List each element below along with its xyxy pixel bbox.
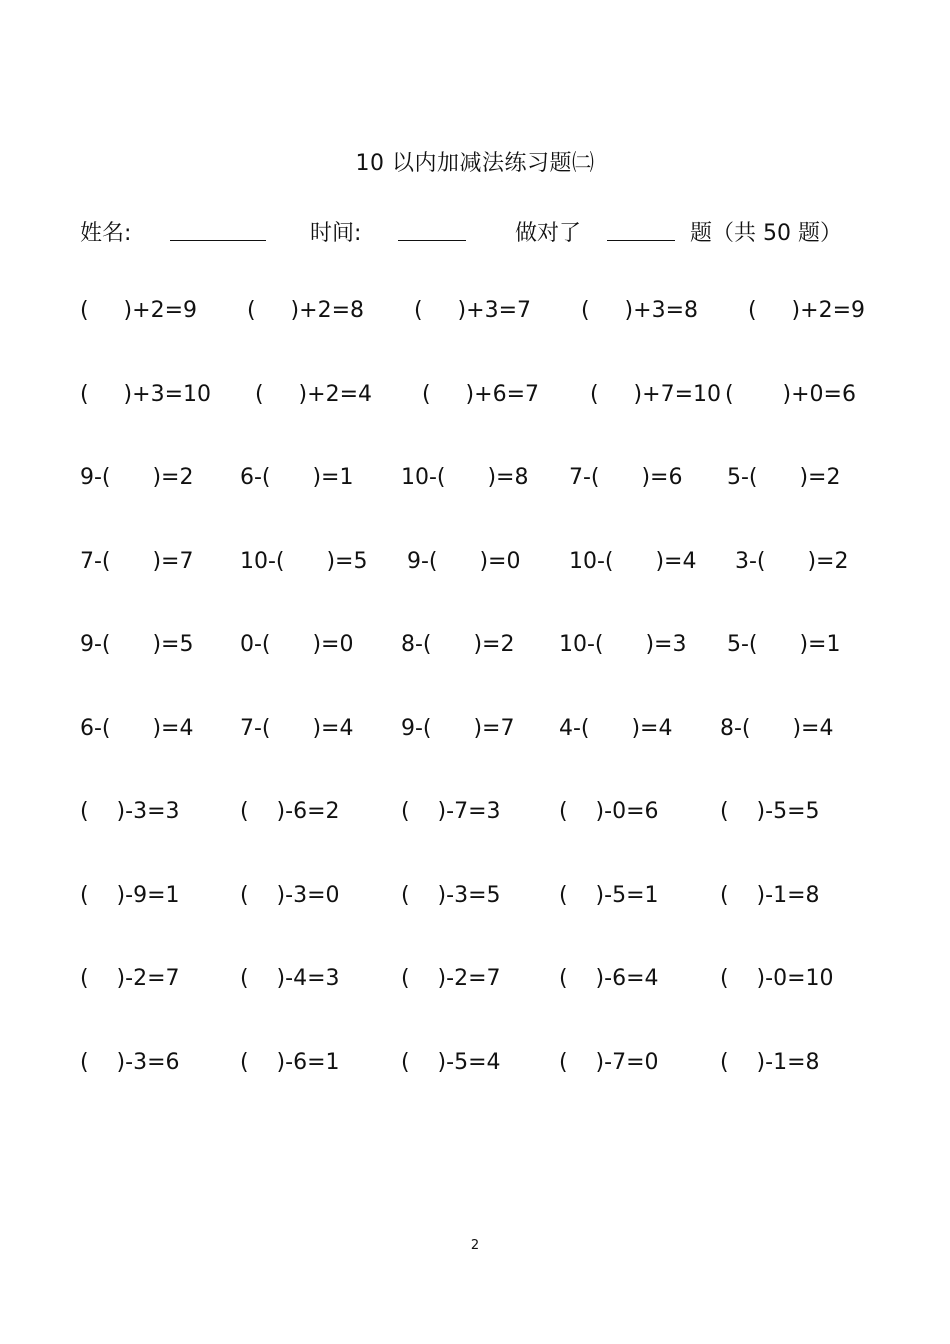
problem[interactable]: 7-( )=7	[80, 548, 194, 574]
problem[interactable]: 6-( )=4	[80, 715, 194, 741]
worksheet-title: 10 以内加减法练习题㈡	[355, 151, 595, 176]
page-number: 2	[470, 1238, 480, 1253]
problem-grid	[80, 298, 880, 1133]
problem[interactable]: 10-( )=8	[401, 465, 529, 490]
problem[interactable]: 5-( )=2	[727, 465, 841, 490]
student-info-line	[80, 216, 880, 246]
problem[interactable]: ( )-3=5	[401, 882, 501, 908]
problem[interactable]: 4-( )=4	[559, 715, 673, 741]
problem-row	[80, 549, 880, 633]
problem[interactable]: ( )-2=7	[80, 966, 180, 991]
problem[interactable]: ( )+3=7	[414, 298, 531, 323]
time-blank[interactable]	[398, 216, 466, 247]
problem-row	[80, 966, 880, 1050]
problem[interactable]: ( )-7=3	[401, 799, 501, 824]
time-label: 时间:	[310, 221, 362, 246]
problem[interactable]: 3-( )=2	[735, 548, 849, 574]
problem[interactable]: ( )+2=9	[80, 298, 197, 323]
problem[interactable]: 10-( )=5	[240, 548, 368, 574]
problem[interactable]: ( )-7=0	[559, 1049, 659, 1075]
problem[interactable]: ( )-1=8	[720, 1049, 820, 1075]
problem[interactable]: ( )-1=8	[720, 882, 820, 908]
problem[interactable]: 10-( )=3	[559, 632, 687, 657]
problem[interactable]: ( )+2=8	[247, 298, 364, 323]
problem[interactable]: 7-( )=6	[569, 465, 683, 490]
problem[interactable]: 9-( )=5	[80, 632, 194, 657]
problem[interactable]: ( )-3=6	[80, 1049, 180, 1075]
problem[interactable]: ( )+2=4	[255, 381, 372, 407]
problem-row	[80, 799, 880, 883]
correct-label: 做对了	[515, 221, 582, 246]
problem[interactable]: ( )+7=10	[590, 381, 721, 407]
problem[interactable]: ( )+2=9	[748, 298, 865, 323]
problem[interactable]: ( )+6=7	[422, 381, 539, 407]
problem[interactable]: ( )-0=6	[559, 799, 659, 824]
problem[interactable]: ( )+3=10	[80, 381, 211, 407]
problem[interactable]: 6-( )=1	[240, 465, 354, 490]
problem-row	[80, 382, 880, 466]
problem[interactable]: ( )+0=6	[725, 381, 856, 407]
problem[interactable]: ( )-5=4	[401, 1049, 501, 1075]
problem[interactable]: ( )-0=10	[720, 966, 834, 991]
problem[interactable]: 7-( )=4	[240, 715, 354, 741]
problem[interactable]: ( )+3=8	[581, 298, 698, 323]
problem[interactable]: 9-( )=7	[401, 715, 515, 741]
problem-row	[80, 883, 880, 967]
problem[interactable]: ( )-5=1	[559, 882, 659, 908]
problem-row	[80, 465, 880, 549]
problem[interactable]: ( )-4=3	[240, 966, 340, 991]
problem-row	[80, 716, 880, 800]
problem[interactable]: 5-( )=1	[727, 632, 841, 657]
name-blank[interactable]	[170, 216, 266, 247]
problem[interactable]: 9-( )=0	[407, 548, 521, 574]
problem[interactable]: ( )-6=1	[240, 1049, 340, 1075]
problem-row	[80, 298, 880, 382]
problem[interactable]: ( )-9=1	[80, 882, 180, 908]
problem[interactable]: ( )-2=7	[401, 966, 501, 991]
problem-row	[80, 1050, 880, 1134]
problem[interactable]: 8-( )=4	[720, 715, 834, 741]
problem[interactable]: 0-( )=0	[240, 632, 354, 657]
name-label: 姓名:	[80, 221, 132, 246]
problem-row	[80, 632, 880, 716]
problem[interactable]: ( )-6=2	[240, 799, 340, 824]
problem[interactable]: ( )-6=4	[559, 966, 659, 991]
problem[interactable]: ( )-3=0	[240, 882, 340, 908]
correct-blank[interactable]	[607, 216, 675, 247]
problem[interactable]: 8-( )=2	[401, 632, 515, 657]
problem[interactable]: 9-( )=2	[80, 465, 194, 490]
problem[interactable]: ( )-5=5	[720, 799, 820, 824]
problem[interactable]: ( )-3=3	[80, 799, 180, 824]
problem[interactable]: 10-( )=4	[569, 548, 697, 574]
total-label: 题（共 50 题）	[690, 221, 842, 246]
